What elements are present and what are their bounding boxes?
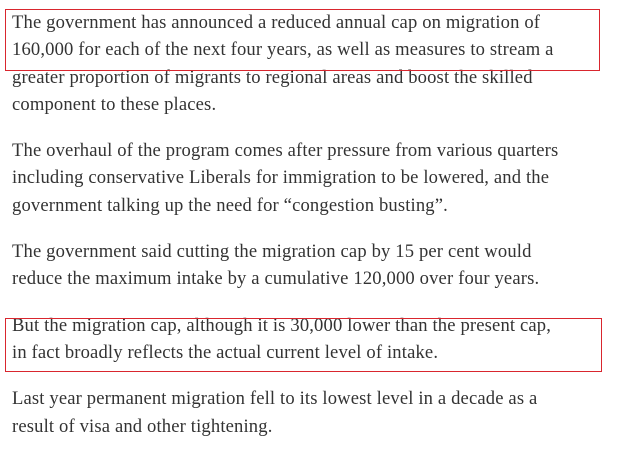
text-line: The government has announced a reduced annual cap on migration of: [12, 12, 541, 33]
text-line: reduce the maximum intake by a cumulative 120,000 over four years.: [12, 268, 540, 290]
text-line: result of visa and other tightening.: [12, 415, 273, 437]
text-line: government talking up the need for “congestion busting”.: [12, 194, 448, 216]
text-line: 160,000 for each of the next four years, as well as measures to stream a: [12, 39, 554, 61]
text-line: The government said cutting the migration cap by 15 per cent would: [12, 241, 532, 263]
text-line: Last year permanent migration fell to its lowest level in a decade as a: [12, 388, 538, 410]
text-line: component to these places.: [12, 93, 217, 115]
text-line: greater proportion of migrants to regional areas and boost the skilled: [12, 66, 533, 88]
text-line: But the migration cap, although it is 30,000 lower than the present cap,: [12, 314, 552, 336]
article-body: [12, 9, 617, 459]
paragraph-program-overhaul: [12, 137, 617, 219]
paragraph-cap-cut: [12, 238, 617, 293]
paragraph-last-year: [12, 385, 617, 440]
paragraph-current-intake: [12, 312, 617, 367]
text-line: in fact broadly reflects the actual current level of intake.: [12, 341, 439, 363]
paragraph-migration-cap: [12, 9, 617, 118]
text-line: The overhaul of the program comes after pressure from various quarters: [12, 140, 559, 162]
text-line: including conservative Liberals for immigration to be lowered, and the: [12, 167, 550, 189]
